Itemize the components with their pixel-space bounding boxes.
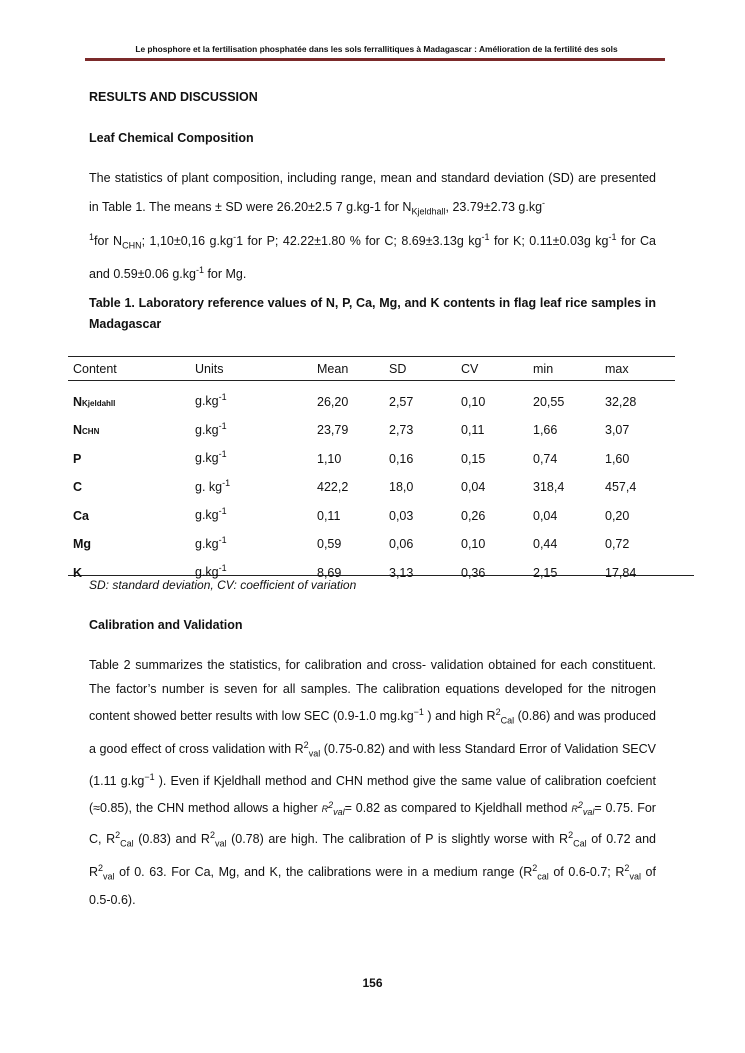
table1-caption: Table 1. Laboratory reference values of N, P, Ca, Mg, and K contents in flag leaf rice samples in Madagascar <box>89 296 656 331</box>
cell-sd: 0,06 <box>389 537 414 551</box>
cell-sd: 2,73 <box>389 423 414 437</box>
cell-cv: 0,10 <box>461 394 486 409</box>
cell-min: 2,15 <box>533 565 558 580</box>
cell-content: P <box>73 451 82 466</box>
cell-units: $g.kg^{-1}$ <box>195 506 227 523</box>
subsection-title-leaf-composition: Leaf Chemical Composition <box>89 131 254 145</box>
cell-units: $g.kg^{-1}$ <box>195 563 227 580</box>
cell-max: 3,07 <box>605 423 630 437</box>
cell-cv: 0,11 <box>461 423 485 437</box>
cell-min: 20,55 <box>533 394 565 409</box>
cell-max: 0,20 <box>605 508 630 523</box>
cell-units: $g.kg^{-1}$ <box>195 449 227 466</box>
cell-units: g. $kg^{-1}$ <box>195 477 231 494</box>
cell-min: 0,04 <box>533 508 558 523</box>
col-header-min: min <box>533 362 554 376</box>
table-row <box>68 551 680 580</box>
cell-mean: 8,69 <box>317 565 342 580</box>
cell-cv: 0,04 <box>461 480 486 494</box>
cell-units: $g.kg^{-1}$ <box>195 392 227 409</box>
cell-mean: 0,11 <box>317 508 341 523</box>
cell-content: Ca <box>73 508 89 523</box>
section-title: RESULTS AND DISCUSSION <box>89 90 258 104</box>
cell-units: $g.kg^{-1}$ <box>195 420 227 437</box>
cell-sd: 0,03 <box>389 508 414 523</box>
cell-max: 457,4 <box>605 480 637 494</box>
table-footnote: SD: standard deviation, CV: coefficient of variation <box>89 578 357 592</box>
cell-mean: 1,10 <box>317 451 342 466</box>
table-top-rule <box>68 356 675 357</box>
paragraph-calibration: Table 2 summarizes the statistics, for calibration and cross- validation obtained for each constituent. The factor’s number is seven for all samples. The calibration equations developed for the nitrogen content showed better results with low SEC (0.9-1.0 $mg.kg^{-1}$ ) and high $R^2_{Cal}$ (0.86) and was produced a good effect of cross validation with $R^2_{val}$ (0.75-0.82) and with less Standard Error of Validation SECV (1.11 $g.kg^{-1}$ ). Even if Kjeldhall method and CHN method give the same value of calibration coefcient (≈0.85), the CHN method allows a higher $R^2_{val}= 0.82$ as compared to Kjeldhall method $R^2_{val}= 0.75$. For C, $R^2_{Cal}$ (0.83) and $R^2_{val}$ (0.78) are high. The calibration of P is slightly worse with $R^2_{Cal}$ of 0.72 and $R^2_{val}$ of 0. 63. For Ca, Mg, and K, the calibrations were in a medium range ($R^2_{cal}$ of 0.6-0.7; $R^2_{val}$ of 0.5-0.6). <box>89 658 656 908</box>
cell-content: NCHN <box>73 423 100 437</box>
cell-cv: 0,26 <box>461 508 486 523</box>
table-row <box>68 523 680 552</box>
cell-cv: 0,36 <box>461 565 486 580</box>
cell-max: 0,72 <box>605 537 630 551</box>
cell-units: $g.kg^{-1}$ <box>195 534 227 551</box>
col-header-mean: Mean <box>317 362 349 376</box>
table-row <box>68 437 680 466</box>
table-row <box>68 466 680 495</box>
cell-mean: 23,79 <box>317 423 349 437</box>
col-header-units: Units <box>195 362 224 376</box>
col-header-content: Content <box>73 362 117 376</box>
cell-sd: 0,16 <box>389 451 414 466</box>
cell-sd: 2,57 <box>389 394 414 409</box>
cell-max: 1,60 <box>605 451 630 466</box>
cell-min: 318,4 <box>533 480 565 494</box>
table-row <box>68 409 680 438</box>
cell-min: 0,74 <box>533 451 558 466</box>
running-header: Le phosphore et la fertilisation phosphatée dans les sols ferrallitiques à Madagascar : Amélioration de la fertilité des sols <box>135 44 618 54</box>
cell-mean: 0,59 <box>317 537 342 551</box>
cell-max: 17,84 <box>605 565 637 580</box>
cell-content: NKjeldahll <box>73 394 116 409</box>
table-row <box>68 494 680 523</box>
cell-max: 32,28 <box>605 394 637 409</box>
cell-cv: 0,15 <box>461 451 486 466</box>
table1 <box>68 358 680 580</box>
cell-min: 1,66 <box>533 423 558 437</box>
cell-content: Mg <box>73 537 92 551</box>
table-header-row <box>68 358 680 380</box>
col-header-sd: SD <box>389 362 407 376</box>
table-row <box>68 380 680 409</box>
col-header-max: max <box>605 362 629 376</box>
subsection-title-calibration: Calibration and Validation <box>89 618 243 632</box>
cell-sd: 3,13 <box>389 565 414 580</box>
page-number: 156 <box>362 976 383 990</box>
cell-mean: 422,2 <box>317 480 349 494</box>
cell-min: 0,44 <box>533 537 558 551</box>
cell-mean: 26,20 <box>317 394 349 409</box>
paragraph-leaf-composition: The statistics of plant composition, including range, mean and standard deviation (SD) are presented in Table 1. The means ± SD were 26.20±2.5 7 g.kg-1 for $N_{Kjeldhall}$, 23.79±2.73 g.kg- $^1$for $N_{CHN}$; 1,10±0,16 g.kg-1 for P; 42.22±1.80 % for C; 8.69±3.13g $kg^{-1}$ for K; 0.11±0.03g $kg^{-1}$ for Ca and 0.59±0.06 $g.kg^{-1}$ for Mg. <box>89 171 656 282</box>
col-header-cv: CV <box>461 362 479 376</box>
cell-content: K <box>73 565 83 580</box>
cell-content: C <box>73 480 83 494</box>
cell-sd: 18,0 <box>389 480 414 494</box>
header-rule <box>85 58 665 61</box>
cell-cv: 0,10 <box>461 537 486 551</box>
